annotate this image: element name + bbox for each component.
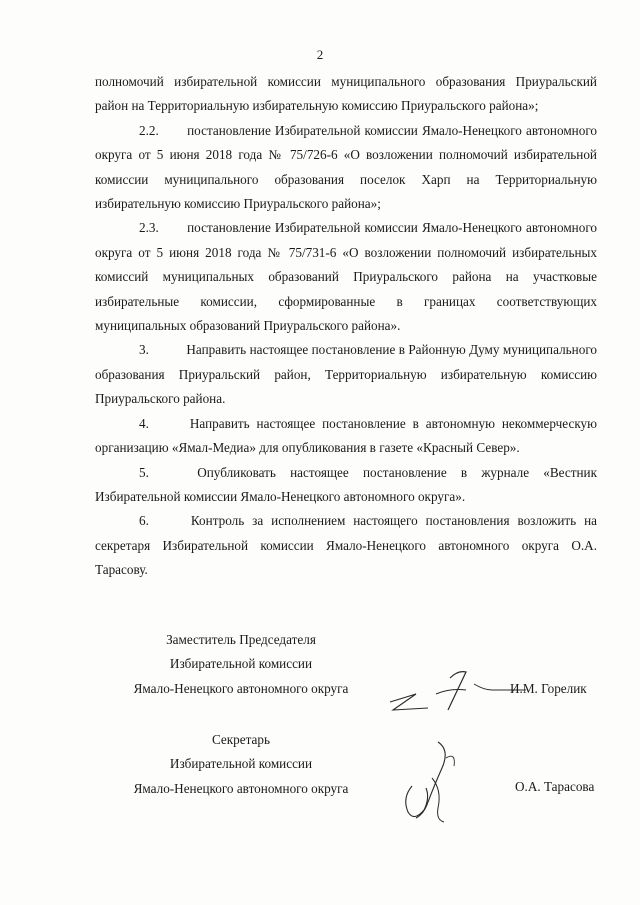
paragraph-number: 3. (139, 342, 149, 358)
handwritten-signature-tarasova (398, 738, 468, 828)
paragraph-text: Направить настоящее постановление в автономную некоммерческую организацию «Ямал-Медиа» для опубликования в газете «Красный Север». (95, 415, 597, 456)
signature-block-deputy-chair (110, 628, 372, 701)
signatory-title-line: Избирательной комиссии (169, 656, 313, 672)
paragraph-4 (95, 412, 597, 461)
paragraph-text: Направить настоящее постановление в Районную Думу муниципального образования Приуральский район, Территориальную избирательную комиссию Приуральского района. (95, 342, 598, 407)
signatory-name: И.М. Горелик (510, 681, 587, 696)
signatory-title-line: Ямало-Ненецкого автономного округа (133, 780, 349, 796)
paragraph-number: 4. (139, 415, 149, 431)
page-number: 2 (316, 47, 324, 62)
paragraph-6 (95, 509, 597, 582)
paragraph-text: Опубликовать настоящее постановление в журнале «Вестник Избирательной комиссии Ямало-Ненецкого автономного округа». (95, 464, 598, 504)
paragraph-text: полномочий избирательной комиссии муниципального образования Приуральский район на Территориальную избирательную комиссию Приуральского района»; (95, 74, 597, 114)
paragraph-text: Контроль за исполнением настоящего постановления возложить на секретаря Избирательной комиссии Ямало-Ненецкого автономного округа О.А. Тарасову. (95, 513, 598, 578)
document-body (95, 70, 597, 583)
paragraph-2-3 (95, 216, 597, 338)
signatory-title-line: Ямало-Ненецкого автономного округа (133, 680, 349, 696)
paragraph-number: 2.2. (139, 122, 159, 138)
handwritten-signature-gorelik (388, 664, 528, 716)
paragraph-number: 6. (139, 513, 149, 529)
signatory-title-line: Заместитель Председателя (166, 632, 316, 647)
paragraph-text: постановление Избирательной комиссии Ямало-Ненецкого автономного округа от 5 июня 2018 года № 75/731-6 «О возложении полномочий избирательных комиссий муниципальных образований Приуральского района на участковые избирательные комиссии, сформированные в границах соответствующих муниципальных образований Приуральского района». (95, 220, 598, 334)
signature-block-secretary (110, 728, 372, 801)
signatory-title-line: Секретарь (211, 732, 271, 747)
paragraph-number: 2.3. (139, 220, 159, 236)
paragraph-continuation (95, 70, 597, 119)
signatory-title-line: Избирательной комиссии (169, 756, 313, 772)
paragraph-5 (95, 461, 597, 510)
paragraph-text: постановление Избирательной комиссии Ямало-Ненецкого автономного округа от 5 июня 2018 года № 75/726-6 «О возложении полномочий избирательной комиссии муниципального образования поселок Харп на Территориальную избирательную комиссию Приуральского района»; (95, 122, 598, 212)
paragraph-number: 5. (139, 464, 149, 480)
paragraph-2-2 (95, 119, 597, 217)
paragraph-3 (95, 338, 597, 411)
signatory-name: О.А. Тарасова (515, 779, 595, 794)
